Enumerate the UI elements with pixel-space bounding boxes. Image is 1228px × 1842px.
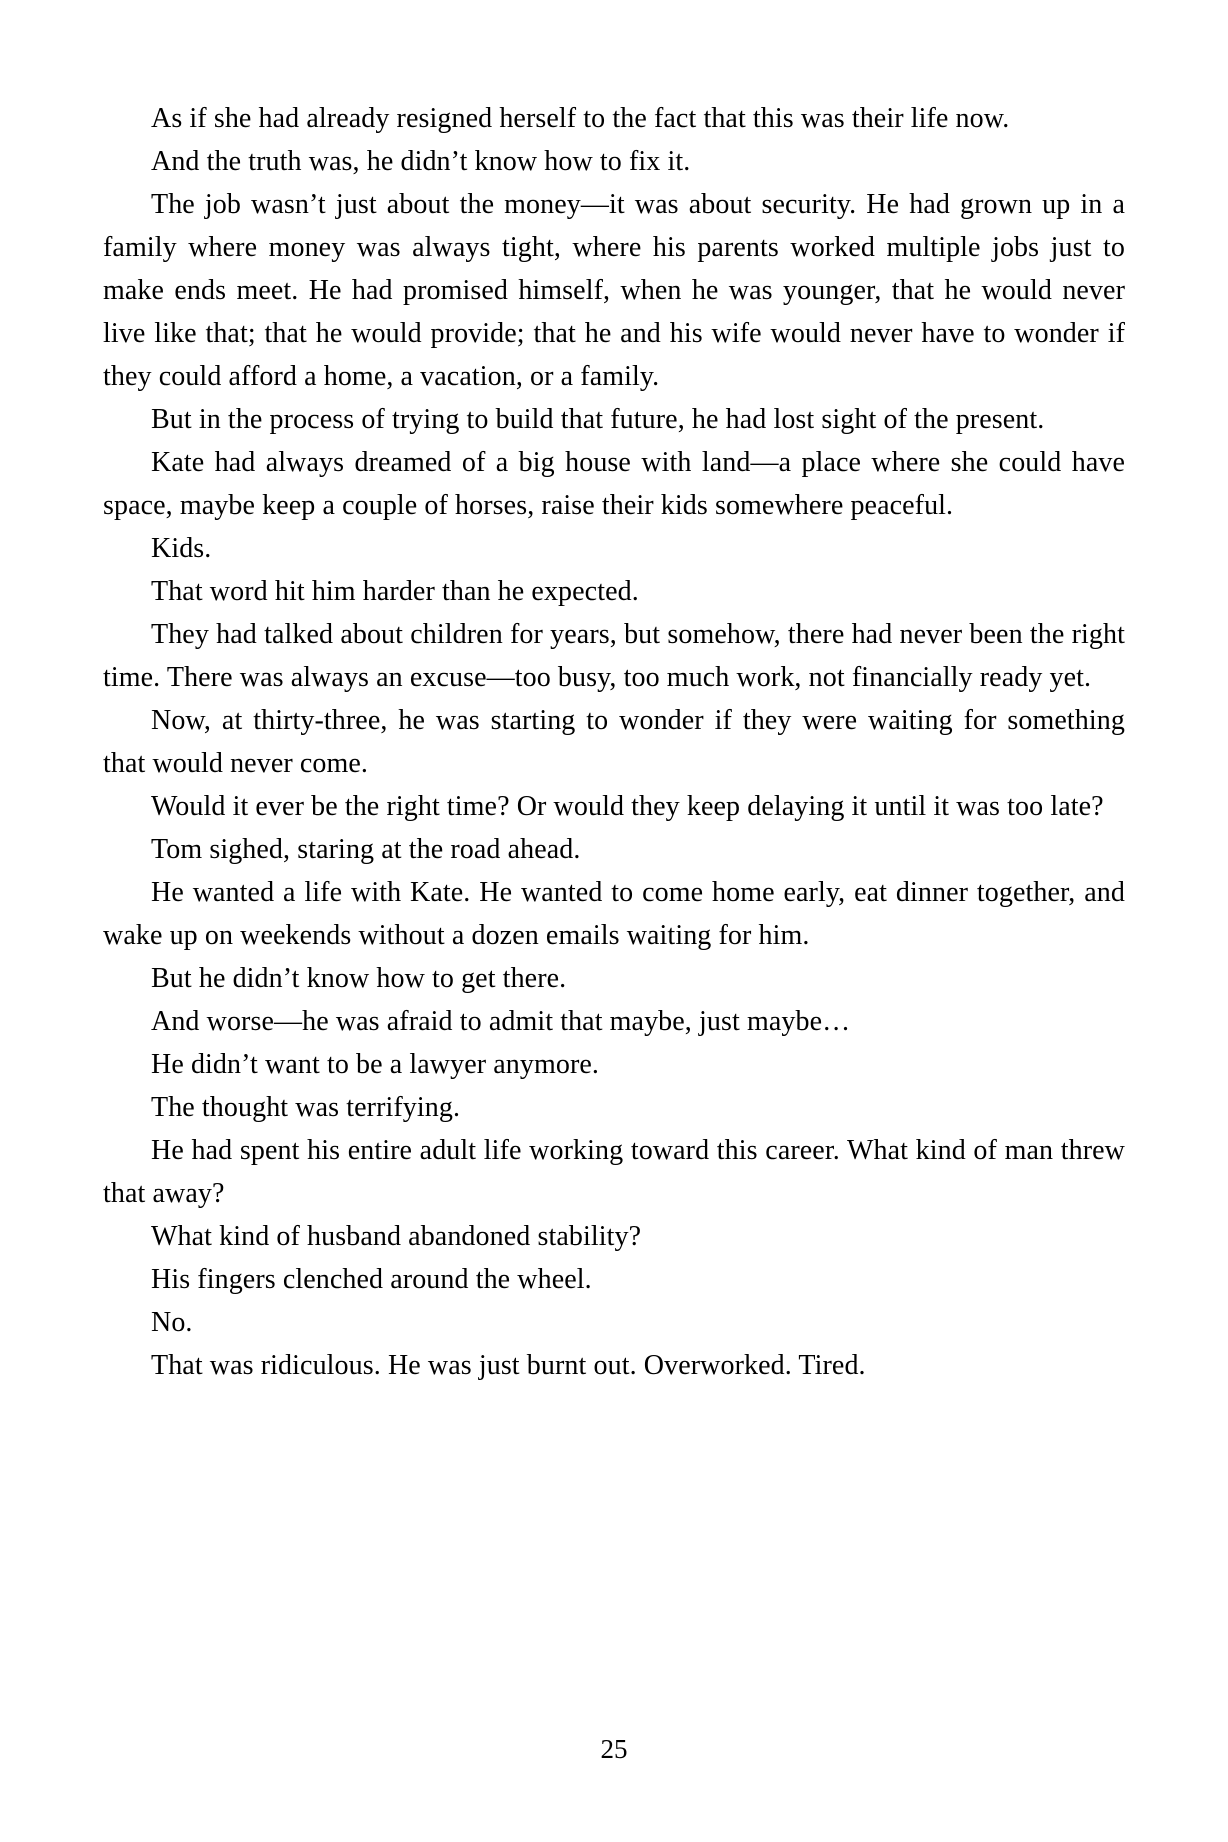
paragraph: That word hit him harder than he expected. [151, 576, 639, 607]
paragraph: Kids. [151, 533, 212, 564]
paragraph: That was ridiculous. He was just burnt out. Overworked. Tired. [151, 1350, 866, 1381]
paragraph: The thought was terrifying. [151, 1092, 461, 1123]
paragraph: But he didn’t know how to get there. [151, 963, 567, 994]
text-block [103, 97, 1125, 1387]
paragraph: No. [151, 1307, 193, 1338]
paragraph: They had talked about children for years, but somehow, there had never been the right time. There was always an excuse—too busy, too much work, not financially ready yet. [103, 619, 1125, 693]
paragraph: He had spent his entire adult life working toward this career. What kind of man threw that away? [103, 1135, 1125, 1209]
page-number: 25 [600, 1734, 628, 1764]
paragraph: As if she had already resigned herself to the fact that this was their life now. [151, 103, 1010, 134]
paragraph: And the truth was, he didn’t know how to fix it. [151, 146, 691, 177]
paragraph: He didn’t want to be a lawyer anymore. [151, 1049, 600, 1080]
paragraph: But in the process of trying to build that future, he had lost sight of the present. [151, 404, 1045, 435]
paragraph: What kind of husband abandoned stability? [151, 1221, 642, 1252]
paragraph: Now, at thirty-three, he was starting to wonder if they were waiting for something that would never come. [103, 705, 1125, 779]
paragraph: Tom sighed, staring at the road ahead. [151, 834, 581, 865]
paragraph: His fingers clenched around the wheel. [151, 1264, 592, 1295]
paragraph: Kate had always dreamed of a big house with land—a place where she could have space, maybe keep a couple of horses, raise their kids somewhere peaceful. [103, 447, 1125, 521]
paragraph: Would it ever be the right time? Or would they keep delaying it until it was too late? [151, 791, 1104, 822]
paragraph: He wanted a life with Kate. He wanted to come home early, eat dinner together, and wake up on weekends without a dozen emails waiting for him. [103, 877, 1125, 951]
paragraph: The job wasn’t just about the money—it was about security. He had grown up in a family where money was always tight, where his parents worked multiple jobs just to make ends meet. He had promised himself, when he was younger, that he would never live like that; that he would provide; that he and his wife would never have to wonder if they could afford a home, a vacation, or a family. [103, 189, 1125, 392]
paragraph: And worse—he was afraid to admit that maybe, just maybe… [151, 1006, 851, 1037]
